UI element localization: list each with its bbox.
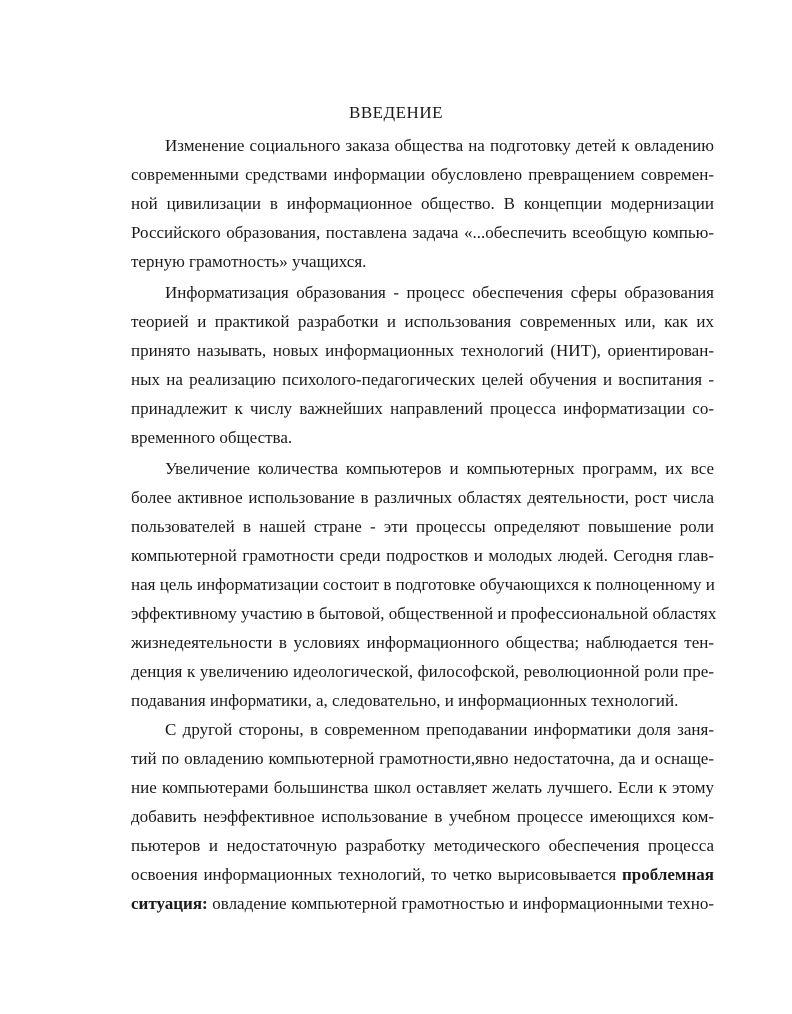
- text-line: подавания информатики, а, следовательно, и информационных технологий.: [131, 691, 679, 710]
- bold-term: проблемная: [622, 865, 714, 884]
- text-line: компьютерной грамотности среди подростков и молодых людей. Сегодня глав-: [131, 546, 714, 565]
- text-line: добавить неэффективное использование в учебном процессе имеющихся ком-: [131, 807, 714, 826]
- text-line: эффективному участию в бытовой, общественной и профессиональной областях: [131, 604, 717, 623]
- text-line: ной цивилизации в информационное общество. В концепции модернизации: [131, 194, 714, 213]
- text-line: тий по овладению компьютерной грамотности,явно недостаточна, да и оснаще-: [131, 749, 714, 768]
- text-line: ная цель информатизации состоит в подготовке обучающихся к полноценному и: [131, 575, 715, 594]
- text-line: теорией и практикой разработки и использования современных или, как их: [131, 312, 714, 331]
- text-line: временного общества.: [131, 428, 293, 447]
- text-line: ных на реализацию психолого-педагогических целей обучения и воспитания -: [131, 370, 714, 389]
- text-line: пьютеров и недостаточную разработку методического обеспечения процесса: [131, 836, 714, 855]
- text-line: принадлежит к числу важнейших направлений процесса информатизации со-: [131, 399, 714, 418]
- text-line: Изменение социального заказа общества на подготовку детей к овладению: [165, 136, 714, 155]
- text-line: более активное использование в различных областях деятельности, рост числа: [131, 488, 714, 507]
- text-line: ние компьютерами большинства школ оставляет желать лучшего. Если к этому: [131, 778, 714, 797]
- text-line: Российского образования, поставлена задача «...обеспечить всеобщую компью-: [131, 223, 714, 242]
- text-line: С другой стороны, в современном преподавании информатики доля заня-: [165, 720, 714, 739]
- text-line: Информатизация образования - процесс обеспечения сферы образования: [165, 283, 714, 302]
- text-line: [131, 865, 714, 885]
- text-line: терную грамотность» учащихся.: [131, 252, 367, 271]
- text-line: денция к увеличению идеологической, философской, революционной роли пре-: [131, 662, 714, 681]
- text-line: современными средствами информации обусловлено превращением современ-: [131, 165, 714, 184]
- bold-term: ситуация:: [131, 894, 208, 913]
- text-line: принято называть, новых информационных технологий (НИТ), ориентирован-: [131, 341, 714, 360]
- text-span: освоения информационных технологий, то четко вырисовывается: [131, 865, 623, 884]
- text-line: пользователей в нашей стране - эти процессы определяют повышение роли: [131, 517, 714, 536]
- text-line: [131, 894, 714, 914]
- text-span: овладение компьютерной грамотностью и информационными техно-: [207, 894, 714, 913]
- page-title: ВВЕДЕНИЕ: [349, 103, 443, 122]
- text-line: жизнедеятельности в условиях информационного общества; наблюдается тен-: [131, 633, 714, 652]
- text-line: Увеличение количества компьютеров и компьютерных программ, их все: [165, 459, 714, 478]
